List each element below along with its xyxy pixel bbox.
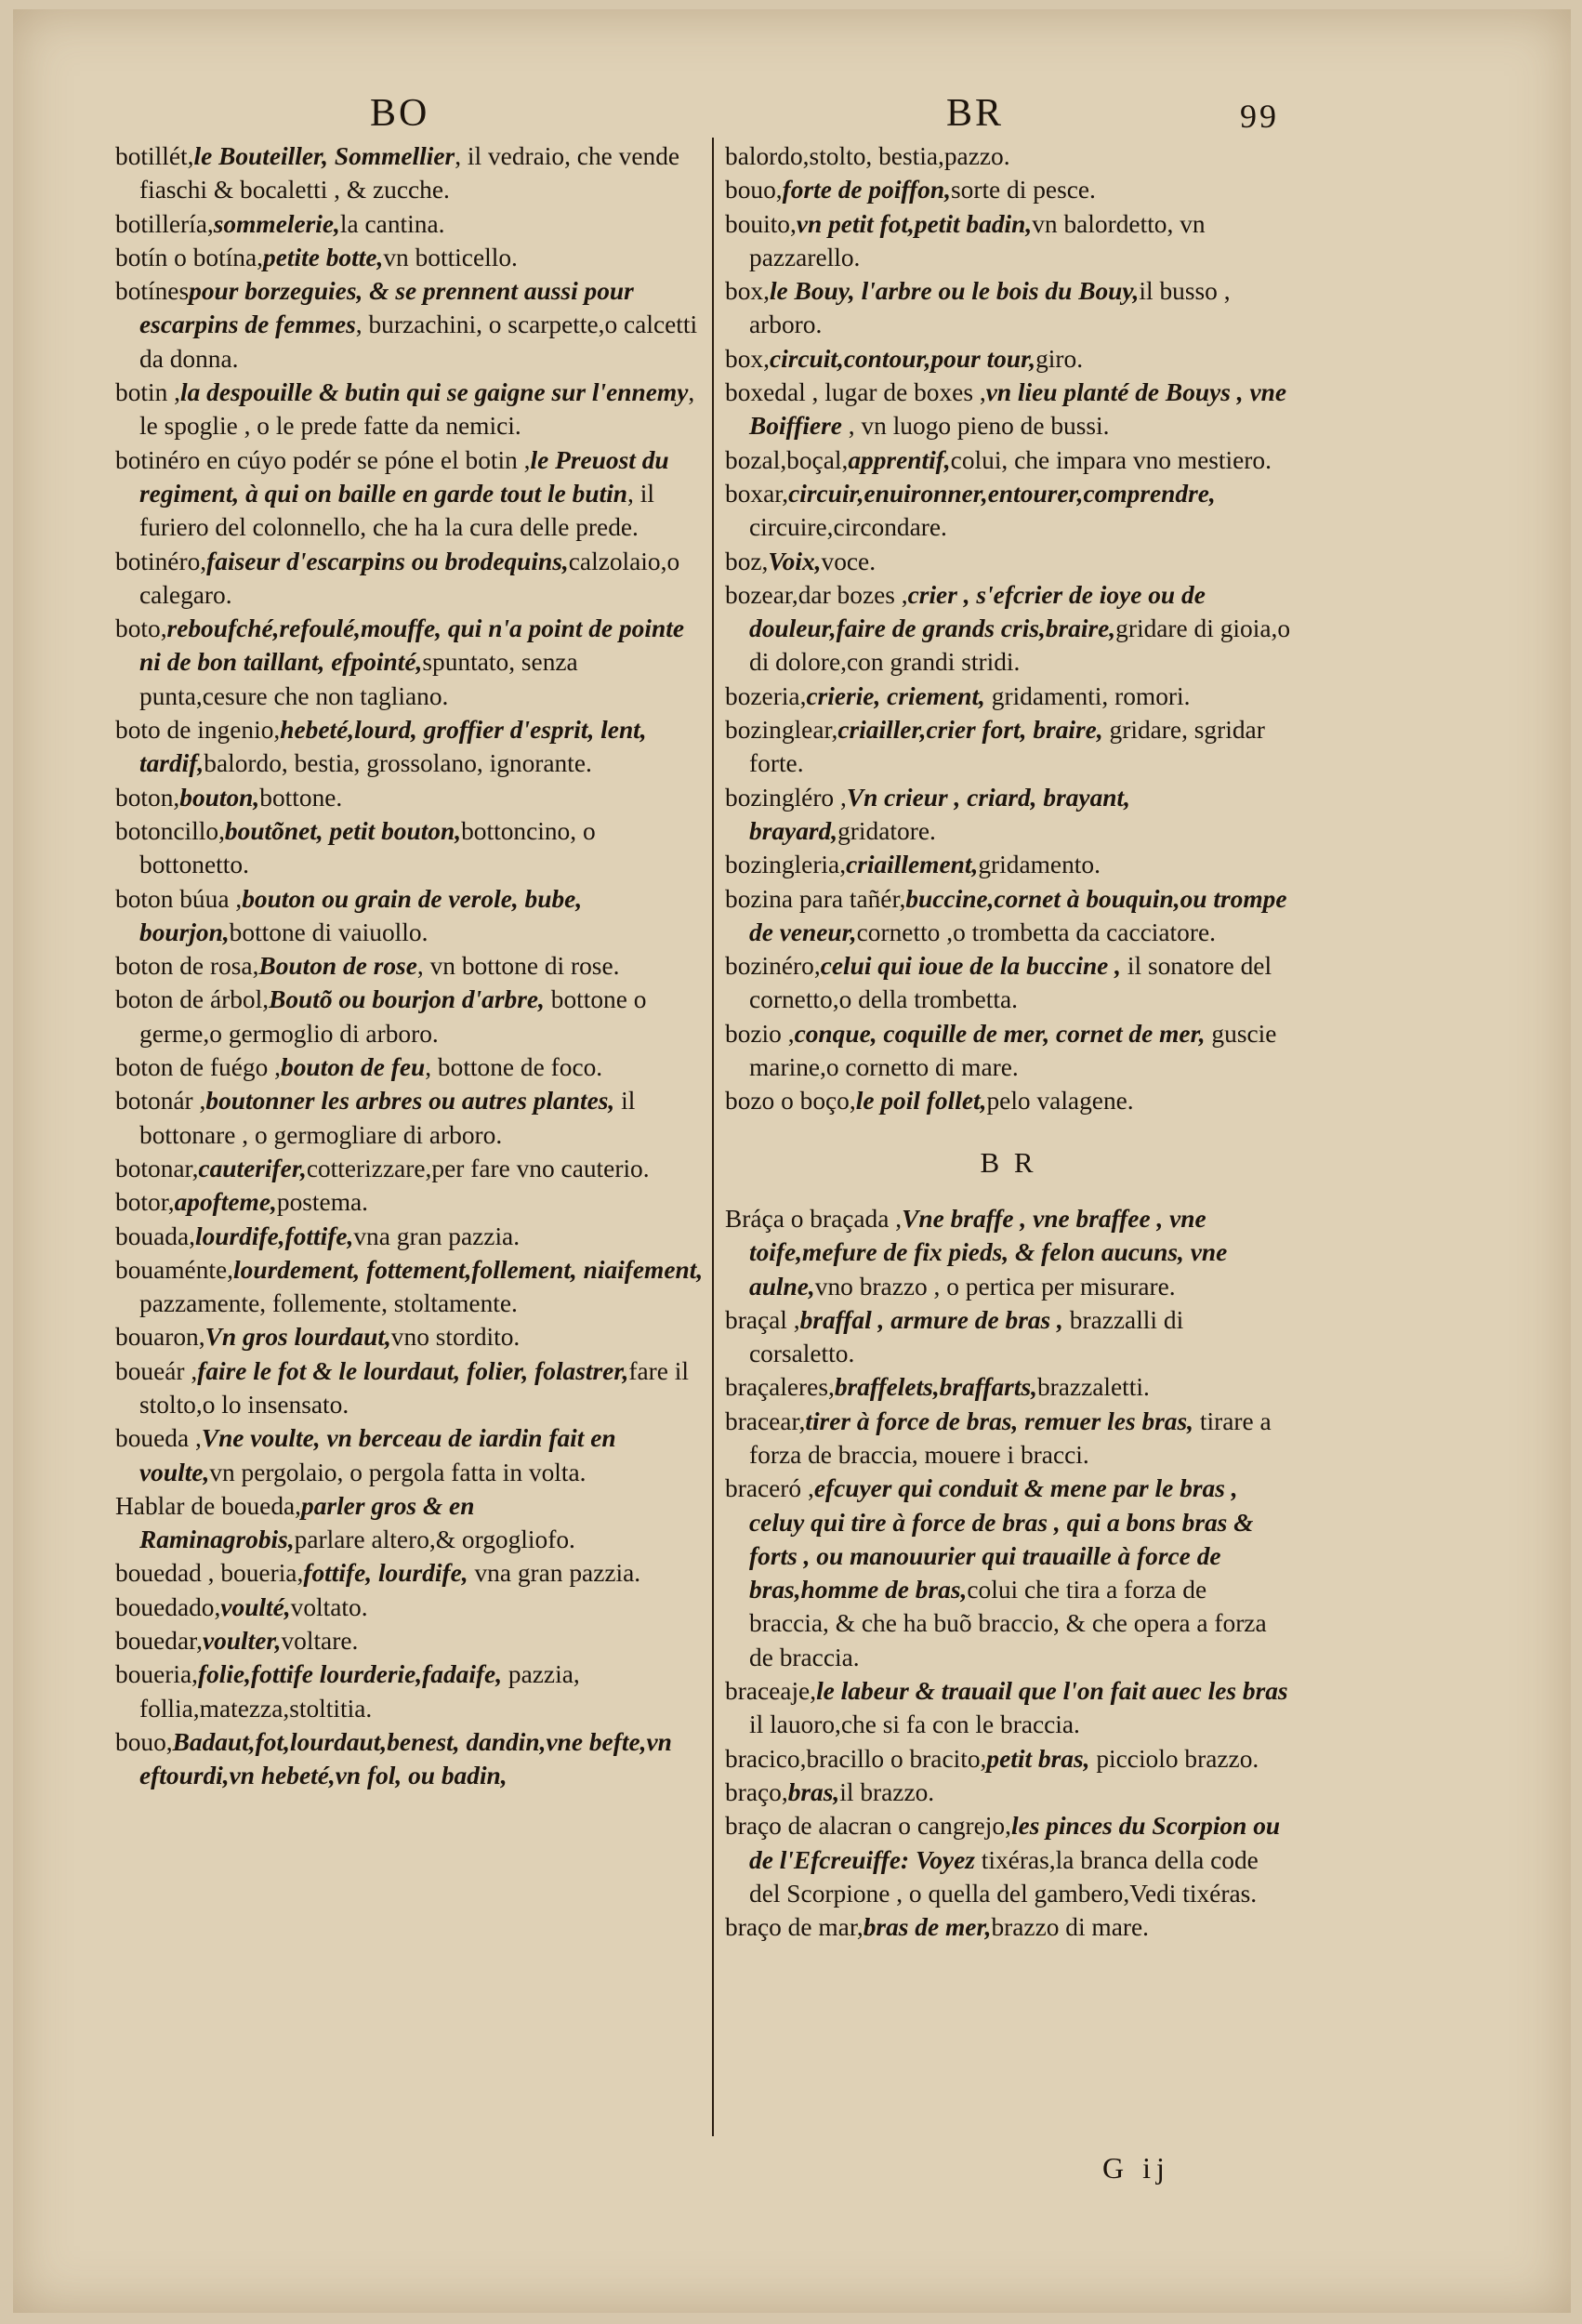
entry-headword: boton de fuégo ,: [115, 1053, 281, 1082]
entry-french: buccine,cornet à bouquin,ou trompe de veneur,: [749, 884, 1287, 946]
entry-italian: voltare.: [281, 1627, 359, 1656]
entry-italian: , il furiero del colonnello, che ha la cura delle prede.: [139, 479, 654, 542]
entry-french: Bouton de rose: [258, 952, 417, 981]
entry-italian: pazzia, follia,matezza,stoltitia.: [139, 1660, 580, 1723]
entry-headword: botillería,: [115, 209, 214, 238]
entry-italian: guscie marine,o cornetto di mare.: [749, 1019, 1277, 1082]
entry-french: crier , s'efcrier de ioye ou de douleur,faire de grands cris,braire,: [749, 580, 1206, 643]
entry-italian: bottone di vaiuollo.: [229, 918, 428, 946]
dictionary-entry: [115, 1624, 705, 1657]
entry-french: la despouille & butin qui se gaigne sur l'ennemy: [180, 378, 689, 407]
dictionary-entry: [115, 1591, 705, 1624]
entry-french: le poil follet,: [855, 1087, 987, 1116]
left-running-head: BO: [370, 92, 430, 135]
entry-french: les pinces du Scorpion ou de l'Efcreuiffe: Voyez: [749, 1812, 1281, 1874]
entry-italian: brazzaletti.: [1036, 1373, 1150, 1402]
entry-italian: la cantina.: [339, 209, 445, 238]
signature-mark: G ij: [1102, 2151, 1170, 2185]
entry-headword: bracear,: [725, 1406, 806, 1435]
entry-italian: calzolaio,o calegaro.: [139, 547, 680, 609]
entry-french: Vn gros lourdaut,: [204, 1323, 391, 1352]
entry-french: Badaut,fot,lourdaut,benest, dandin,vne befte,vn eftourdi,vn hebeté,vn fol, ou badin,: [139, 1727, 672, 1790]
entry-italian: spuntato, senza punta,cesure che non tagliano.: [139, 648, 578, 710]
entry-french: cauterifer,: [198, 1154, 307, 1182]
entry-french: bras,: [787, 1777, 840, 1806]
column-divider: [712, 138, 714, 2136]
entry-headword: box,: [725, 277, 770, 306]
entry-headword: balordo,: [725, 142, 810, 170]
entry-italian: vno brazzo , o pertica per misurare.: [814, 1272, 1176, 1301]
dictionary-entry: [725, 781, 1292, 849]
entry-italian: voltato.: [290, 1592, 368, 1621]
dictionary-entry: [725, 578, 1292, 680]
entry-french: le Preuost du regiment, à qui on baille en garde tout le butin: [139, 445, 669, 508]
dictionary-entry: [725, 1405, 1292, 1472]
entry-french: crierie, criement,: [806, 681, 985, 710]
entry-italian: vna gran pazzia.: [468, 1559, 641, 1588]
entry-french: apprentif,: [848, 445, 951, 474]
entry-headword: bouedad , boueria,: [115, 1559, 304, 1588]
entry-italian: vn pergolaio, o pergola fatta in volta.: [209, 1458, 587, 1486]
entry-headword: botinéro,: [115, 547, 207, 575]
entry-italian: , vn bottone di rose.: [416, 952, 620, 981]
entry-headword: bozio ,: [725, 1019, 795, 1048]
entry-french: tirer à force de bras, remuer les bras,: [805, 1406, 1194, 1435]
entry-french: vn lieu planté de Bouys , vne Boiffiere: [749, 378, 1287, 441]
entry-french: faiseur d'escarpins ou brodequins,: [206, 547, 569, 575]
dictionary-entry: [725, 139, 1292, 173]
entry-french: braffal , armure de bras ,: [799, 1305, 1063, 1334]
entry-french: apofteme,: [174, 1188, 277, 1217]
entry-headword: braço de mar,: [725, 1913, 864, 1942]
entry-french: celui qui ioue de la buccine ,: [820, 952, 1122, 981]
entry-french: fottife, lourdife,: [303, 1559, 468, 1588]
entry-italian: stolto, bestia,pazzo.: [809, 142, 1010, 170]
dictionary-entry: [115, 376, 705, 443]
entry-french: braffelets,braffarts,: [834, 1373, 1037, 1402]
dictionary-entry: [725, 173, 1292, 206]
dictionary-entry: [115, 241, 705, 274]
entry-french: reboufché,refoulé,mouffe, qui n'a point de pointe ni de bon taillant, efpointé,: [139, 614, 684, 677]
entry-italian: il busso , arboro.: [749, 277, 1231, 339]
entry-french: conque, coquille de mer, cornet de mer,: [794, 1019, 1206, 1048]
entry-headword: Bráça o braçada ,: [725, 1204, 903, 1233]
dictionary-entry: [115, 1725, 705, 1793]
dictionary-entry: [725, 1809, 1292, 1910]
right-running-head: BR: [946, 92, 1005, 135]
dictionary-entry: [115, 814, 705, 882]
entry-headword: boton de rosa,: [115, 952, 259, 981]
entry-headword: bozinglear,: [725, 716, 838, 745]
entry-headword: bouo,: [725, 176, 783, 205]
dictionary-entry: [725, 1017, 1292, 1085]
entry-french: bouton,: [179, 783, 260, 812]
dictionary-entry: [115, 545, 705, 613]
entry-headword: boueda ,: [115, 1424, 202, 1453]
entry-italian: vn botticello.: [383, 243, 518, 271]
entry-headword: braceró ,: [725, 1474, 814, 1503]
entry-headword: braçal ,: [725, 1305, 800, 1334]
dictionary-entry: [725, 1084, 1292, 1117]
entry-headword: boz,: [725, 547, 769, 575]
dictionary-entry: [115, 1421, 705, 1489]
entry-headword: bozo o boço,: [725, 1087, 856, 1116]
entry-italian: bottone.: [259, 783, 343, 812]
entry-headword: boton,: [115, 783, 180, 812]
entry-headword: braçaleres,: [725, 1373, 835, 1402]
entry-italian: colui, che impara vno mestiero.: [950, 445, 1272, 474]
entry-italian: vno stordito.: [390, 1323, 521, 1352]
entry-french: parler gros & en Raminagrobis,: [139, 1491, 475, 1554]
entry-italian: bottoncino, o bottonetto.: [139, 816, 596, 879]
entry-italian: giro.: [1035, 344, 1084, 373]
dictionary-entry: [115, 949, 705, 983]
entry-french: folie,fottife lourderie,fadaife,: [197, 1660, 503, 1689]
entry-headword: bouito,: [725, 209, 797, 238]
dictionary-entry: [115, 139, 705, 207]
entry-italian: postema.: [276, 1188, 369, 1217]
entry-italian: picciolo brazzo.: [1089, 1744, 1259, 1773]
entry-italian: , vn luogo pieno de bussi.: [841, 412, 1110, 441]
dictionary-entry: [725, 1370, 1292, 1404]
entry-italian: gridare di gioia,o di dolore,con grandi stridi.: [749, 614, 1291, 677]
entry-headword: botoncillo,: [115, 816, 225, 845]
entry-french: boutonner les arbres ou autres plantes,: [205, 1087, 615, 1116]
entry-french: voulter,: [202, 1627, 282, 1656]
dictionary-entry: [725, 680, 1292, 713]
entry-french: pour borzeguies, & se prennent aussi pour escarpins de femmes: [139, 277, 634, 339]
entry-headword: bouaménte,: [115, 1255, 234, 1284]
dictionary-entry: [115, 781, 705, 814]
entry-italian: sorte di pesce.: [950, 176, 1096, 205]
dictionary-entry: [725, 545, 1292, 578]
dictionary-entry: [115, 274, 705, 376]
entry-french: forte de poiffon,: [782, 176, 951, 205]
entry-headword: bozeria,: [725, 681, 807, 710]
entry-french: bras de mer,: [863, 1913, 992, 1942]
entry-italian: gridamenti, romori.: [984, 681, 1191, 710]
entry-french: le labeur & trauail que l'on fait auec les bras: [816, 1677, 1288, 1706]
entry-italian: gridare, sgridar forte.: [749, 716, 1265, 778]
entry-french: vn petit fot,petit badin,: [796, 209, 1033, 238]
dictionary-entry: [725, 443, 1292, 477]
entry-headword: boto,: [115, 614, 167, 643]
dictionary-entry: [115, 1050, 705, 1084]
entry-headword: botinéro en cúyo podér se póne el botin ,: [115, 445, 531, 474]
entry-headword: boxar,: [725, 479, 789, 508]
dictionary-entry: [725, 1202, 1292, 1303]
dictionary-entry: [115, 443, 705, 545]
entry-italian: brazzo di mare.: [991, 1913, 1150, 1942]
entry-french: Vne braffe , vne braffee , vne toife,mefure de fix pieds, & felon aucuns, vne aulne,: [749, 1204, 1228, 1301]
left-column: [115, 139, 705, 1793]
entry-headword: braceaje,: [725, 1677, 817, 1706]
entry-headword: braço de alacran o cangrejo,: [725, 1812, 1011, 1841]
dictionary-entry: [115, 1354, 705, 1422]
dictionary-entry: [115, 1253, 705, 1321]
entry-italian: parlare altero,& orgogliofo.: [294, 1525, 575, 1554]
dictionary-entry: [115, 1185, 705, 1219]
dictionary-entry: [725, 1742, 1292, 1776]
entry-italian: il lauoro,che si fa con le braccia.: [749, 1710, 1080, 1739]
entry-italian: il brazzo.: [839, 1777, 935, 1806]
entry-french: le Bouy, l'arbre ou le bois du Bouy,: [769, 277, 1140, 306]
entry-headword: botínes: [115, 277, 190, 306]
dictionary-entry: [725, 949, 1292, 1017]
dictionary-entry: [725, 1910, 1292, 1944]
entry-italian: vna gran pazzia.: [353, 1221, 521, 1250]
page: [13, 9, 1571, 2313]
entry-french: lourdife,fottife,: [194, 1221, 354, 1250]
entry-french: criailler,crier fort, braire,: [837, 716, 1103, 745]
dictionary-entry: [115, 1220, 705, 1253]
entry-headword: braço,: [725, 1777, 788, 1806]
entry-italian: vn balordetto, vn pazzarello.: [749, 209, 1206, 271]
entry-headword: boxedal , lugar de boxes ,: [725, 378, 986, 407]
entry-french: criaillement,: [846, 851, 979, 879]
entry-headword: botonár ,: [115, 1087, 206, 1116]
entry-italian: pazzamente, follemente, stoltamente.: [139, 1289, 518, 1318]
entry-french: circuir,enuironner,entourer,comprendre,: [788, 479, 1216, 508]
entry-italian: cornetto ,o trombetta da cacciatore.: [856, 918, 1216, 946]
entry-headword: botor,: [115, 1188, 175, 1217]
entry-french: le Bouteiller, Sommellier: [193, 142, 455, 170]
section-heading: B R: [980, 1145, 1037, 1179]
entry-french: Boutõ ou bourjon d'arbre,: [269, 985, 545, 1014]
dictionary-entry: [725, 1776, 1292, 1809]
dictionary-entry: [115, 713, 705, 781]
entry-italian: colui che tira a forza de braccia, & che ha buõ braccio, & che opera a forza de braccia.: [749, 1576, 1267, 1671]
entry-italian: tirare a forza de braccia, mouere i bracci.: [749, 1406, 1272, 1469]
dictionary-entry: [725, 274, 1292, 342]
entry-french: boutõnet, petit bouton,: [224, 816, 462, 845]
entry-italian: , le spoglie , o le prede fatte da nemici.: [139, 378, 695, 441]
entry-headword: bouedado,: [115, 1592, 221, 1621]
entry-french: lourdement, fottement,follement, niaifement,: [233, 1255, 704, 1284]
entry-french: bouton ou grain de verole, bube, bourjon,: [139, 884, 583, 946]
dictionary-entry: [725, 882, 1292, 950]
entry-italian: il sonatore del cornetto,o della trombetta.: [749, 952, 1272, 1014]
dictionary-entry: [725, 207, 1292, 275]
dictionary-entry: [725, 342, 1292, 376]
entry-headword: botillét,: [115, 142, 194, 170]
entry-italian: pelo valagene.: [986, 1087, 1134, 1116]
entry-headword: bracico,bracillo o bracito,: [725, 1744, 987, 1773]
dictionary-entry: [115, 1084, 705, 1152]
entry-headword: bozina para tañér,: [725, 884, 906, 913]
entry-french: hebeté,lourd, groffier d'esprit, lent, tardif,: [139, 716, 647, 778]
entry-headword: bouo,: [115, 1727, 173, 1756]
entry-french: petit bras,: [986, 1744, 1090, 1773]
entry-french: Vne voulte, vn berceau de iardin fait en voulte,: [139, 1424, 616, 1486]
dictionary-entry: [115, 1657, 705, 1725]
entry-french: efcuyer qui conduit & mene par le bras , celuy qui tire à force de bras , qui a bons bras & forts , ou manouurier qui trauaille à force de bras,homme de bras,: [749, 1474, 1254, 1604]
dictionary-entry: [725, 1303, 1292, 1371]
entry-italian: voce.: [821, 547, 877, 575]
dictionary-entry: [725, 713, 1292, 781]
dictionary-entry: [725, 1472, 1292, 1674]
entry-headword: boto de ingenio,: [115, 716, 281, 745]
dictionary-entry: [115, 1320, 705, 1353]
entry-headword: bozear,dar bozes ,: [725, 580, 908, 609]
entry-headword: boton búua ,: [115, 884, 243, 913]
entry-italian: , bottone de foco.: [425, 1053, 603, 1082]
page-number: 99: [1240, 98, 1279, 135]
entry-french: Voix,: [768, 547, 822, 575]
entry-french: circuit,contour,pour tour,: [769, 344, 1036, 373]
entry-italian: , il vedraio, che vende fiaschi & bocaletti , & zucche.: [139, 142, 680, 205]
entry-french: bouton de feu: [281, 1053, 426, 1082]
dictionary-entry: [115, 1489, 705, 1557]
dictionary-entry: [115, 612, 705, 713]
dictionary-entry: [725, 1674, 1292, 1742]
entry-headword: bouedar,: [115, 1627, 203, 1656]
entry-italian: , burzachini, o scarpette,o calcetti da donna.: [139, 310, 698, 373]
entry-headword: botonar,: [115, 1154, 199, 1182]
entry-italian: balordo, bestia, grossolano, ignorante.: [204, 749, 592, 778]
dictionary-entry: [725, 376, 1292, 443]
entry-headword: bouada,: [115, 1221, 195, 1250]
entry-headword: bozal,boçal,: [725, 445, 849, 474]
entry-italian: tixéras,la branca della code del Scorpione , o quella del gambero,Vedi tixéras.: [749, 1845, 1259, 1908]
entry-french: faire le fot & le lourdaut, folier, folastrer,: [197, 1356, 629, 1385]
entry-headword: boueria,: [115, 1660, 198, 1689]
entry-headword: Hablar de boueda,: [115, 1491, 302, 1520]
dictionary-entry: [725, 477, 1292, 545]
entry-italian: gridamento.: [978, 851, 1101, 879]
entry-french: voulté,: [220, 1592, 291, 1621]
entry-italian: gridatore.: [837, 816, 936, 845]
right-column: [725, 139, 1292, 1944]
dictionary-entry: [115, 1152, 705, 1185]
entry-french: Vn crieur , criard, brayant, brayard,: [749, 783, 1130, 845]
dictionary-entry: [115, 1556, 705, 1590]
dictionary-entry: [725, 848, 1292, 881]
entry-french: petite botte,: [263, 243, 384, 271]
entry-italian: brazzalli di corsaletto.: [749, 1305, 1184, 1368]
entry-headword: bozingléro ,: [725, 783, 847, 812]
entry-headword: boueár ,: [115, 1356, 198, 1385]
entry-headword: box,: [725, 344, 770, 373]
entry-italian: fare il stolto,o lo insensato.: [139, 1356, 689, 1419]
entry-french: sommelerie,: [213, 209, 340, 238]
entry-italian: cotterizzare,per fare vno cauterio.: [306, 1154, 650, 1182]
entry-italian: bottone o germe,o germoglio di arboro.: [139, 985, 647, 1048]
dictionary-entry: [115, 207, 705, 241]
entry-headword: botín o botína,: [115, 243, 264, 271]
dictionary-entry: [115, 882, 705, 950]
entry-italian: il bottonare , o germogliare di arboro.: [139, 1087, 636, 1149]
entry-headword: boton de árbol,: [115, 985, 270, 1014]
entry-headword: bouaron,: [115, 1323, 205, 1352]
entry-headword: bozingleria,: [725, 851, 847, 879]
entry-italian: circuire,circondare.: [749, 513, 947, 542]
dictionary-entry: [115, 983, 705, 1050]
entry-headword: botin ,: [115, 378, 181, 407]
entry-headword: bozinéro,: [725, 952, 821, 981]
